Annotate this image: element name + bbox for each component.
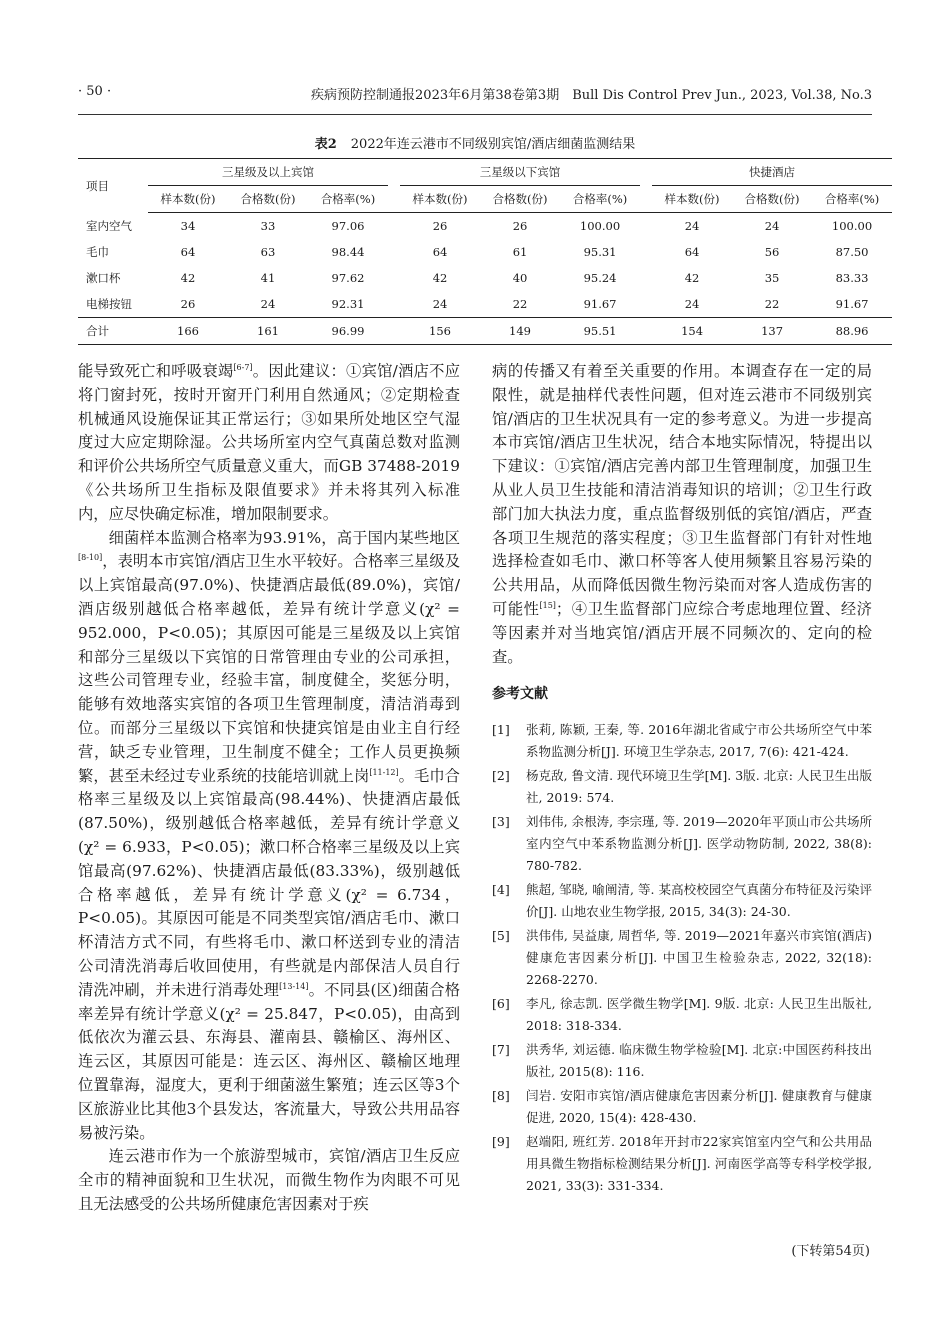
references-list	[492, 719, 872, 1197]
table-subheader: 样本数(份)	[652, 186, 732, 213]
table-cell: 100.00	[831, 219, 873, 233]
table-cell: 166	[148, 318, 228, 345]
ref-text: 赵端阳, 班红芳. 2018年开封市22家宾馆室内空气和公共用品用具微生物指标检测结果分析[J]. 河南医学高等专科学校学报, 2021, 33(3): 331-334.	[526, 1134, 872, 1194]
table-cell: 95.31	[583, 245, 617, 259]
row-label: 漱口杯	[86, 271, 121, 285]
table-cell: 33	[260, 219, 276, 233]
row-label: 电梯按钮	[86, 297, 132, 311]
table-subheader: 合格率(%)	[812, 186, 892, 213]
text: 病的传播又有着至关重要的作用。本调查存在一定的局限性，就是抽样代表性问题，但对连云港市不同级别宾馆/酒店的卫生状况具有一定的参考意义。为进一步提高本市宾馆/酒店卫生状况，结合本地实际情况，特提出以下建议：①宾馆/酒店完善内部卫生管理制度，加强卫生从业人员卫生技能和清洁消毒知识的培训；②卫生行政部门加大执法力度，重点监督级别低的宾馆/酒店，严查各项卫生规范的落实程度；③卫生监督部门有针对性地选择检查如毛巾、漱口杯等客人使用频繁且容易污染的公共用品，从而降低因微生物污染而对客人造成伤害的可能性	[492, 362, 872, 618]
ref-text: 熊超, 邹晓, 喻阐清, 等. 某高校校园空气真菌分布特征及污染评价[J]. 山地农业生物学报, 2015, 34(3): 24-30.	[526, 882, 872, 920]
table-subheader: 合格数(份)	[228, 186, 308, 213]
ref-text: 张莉, 陈颖, 王秦, 等. 2016年湖北省咸宁市公共场所空气中苯系物监测分析[J]. 环境卫生学杂志, 2017, 7(6): 421-424.	[526, 722, 872, 760]
ref-number: [3]	[492, 814, 510, 830]
journal-info: 疾病预防控制通报2023年6月第38卷第3期 Bull Dis Control Prev Jun., 2023, Vol.38, No.3	[311, 88, 872, 103]
ref-number: [1]	[492, 722, 510, 738]
table-cell: 161	[228, 318, 308, 345]
reference-item	[492, 993, 872, 1037]
table-cell: 64	[432, 245, 448, 259]
table-cell: 41	[260, 271, 276, 285]
citation[interactable]: [15]	[539, 600, 556, 610]
table-cell: 97.62	[331, 271, 365, 285]
table-cell: 26	[180, 297, 196, 311]
table-label: 表2	[314, 137, 337, 152]
body-paragraph: 连云港市作为一个旅游型城市，宾馆/酒店卫生反应全市的精神面貌和卫生状况，而微生物作为肉眼不可见且无法感受的公共场所健康危害因素对于疾	[78, 1147, 460, 1213]
body-paragraph	[492, 360, 872, 669]
table-cell: 96.99	[308, 318, 388, 345]
text: ，表明本市宾馆/酒店卫生水平较好。合格率三星级及以上宾馆最高(97.0%)、快捷酒店最低(89.0%)，宾馆/酒店级别越低合格率越低，差异有统计学意义(χ² = 952.000，P<0.05)；其原因可能是三星级及以上宾馆和部分三星级以下宾馆的日常管理由专业的公司承担，这些公司管理专业，经验丰富，制度健全，奖惩分明，能够有效地落实宾馆的各项卫生管理制度，清洁消毒到位。而部分三星级以下宾馆和快捷宾馆是由业主自行经营，缺乏专业管理，卫生制度不健全；工作人员更换频繁，甚至未经过专业系统的技能培训就上岗	[78, 552, 460, 785]
row-label: 室内空气	[86, 218, 132, 233]
table-cell: 149	[480, 318, 560, 345]
text: 。不同县(区)细菌合格率差异有统计学意义(χ² = 25.847，P<0.05)，由高到低依次为灌云县、东海县、灌南县、赣榆区、海州区、连云区，其原因可能是：连云区、海州区、赣榆区地理位置靠海，湿度大，更利于细菌滋生繁殖；连云区等3个区旅游业比其他3个县发达，客流量大，导致公共用品容易被污染。	[78, 980, 460, 1142]
table-row	[78, 213, 892, 240]
citation[interactable]: [11-12]	[369, 767, 399, 777]
table-cell: 91.67	[835, 297, 869, 311]
continued-note[interactable]: (下转第54页)	[791, 1244, 870, 1259]
table-cell: 61	[512, 245, 528, 259]
reference-item	[492, 765, 872, 809]
table-cell: 24	[684, 297, 700, 311]
reference-item	[492, 1039, 872, 1083]
table-subheader: 合格数(份)	[480, 186, 560, 213]
reference-item	[492, 879, 872, 923]
table-cell: 64	[684, 245, 700, 259]
table-cell: 22	[764, 297, 780, 311]
table-cell: 83.33	[835, 271, 869, 285]
reference-item	[492, 1085, 872, 1129]
table-cell: 64	[180, 245, 196, 259]
table-cell: 156	[400, 318, 480, 345]
text: 。毛巾合格率三星级及以上宾馆最高(98.44%)、快捷酒店最低(87.50%)，级别越低合格率越低，差异有统计学意义(χ² = 6.933，P<0.05)；漱口杯合格率三星级及以上宾馆最高(97.62%)、快捷酒店最低(83.33%)，级别越低合格率越低，差异有统计学意义(χ² = 6.734，P<0.05)。其原因可能是不同类型宾馆/酒店毛巾、漱口杯清洁方式不同，有些将毛巾、漱口杯送到专业的清洁公司清洗消毒后收回使用，有些就是内部保洁人员自行清洗冲刷，并未进行消毒处理	[78, 766, 460, 999]
table-subheader: 合格数(份)	[732, 186, 812, 213]
text: 细菌样本监测合格率为93.91%，高于国内某些地区	[108, 528, 460, 547]
table-cell: 92.31	[331, 297, 365, 311]
page-number: · 50 ·	[78, 84, 112, 99]
ref-text: 洪伟伟, 吴益康, 周哲华, 等. 2019—2021年嘉兴市宾馆(酒店)健康危害因素分析[J]. 中国卫生检验杂志, 2022, 32(18): 2268-2270.	[526, 928, 872, 988]
ref-number: [5]	[492, 928, 510, 944]
table-cell: 24	[432, 297, 448, 311]
table-row	[78, 239, 892, 265]
table-cell: 35	[764, 271, 780, 285]
data-table	[78, 158, 892, 345]
table-row	[78, 291, 892, 318]
table-total-row	[78, 318, 892, 345]
table-cell: 42	[180, 271, 196, 285]
table-subheader: 合格率(%)	[308, 186, 388, 213]
table-group-header: 三星级以下宾馆	[400, 159, 640, 186]
ref-number: [4]	[492, 882, 510, 898]
reference-item	[492, 811, 872, 877]
ref-text: 杨克敌, 鲁文清. 现代环境卫生学[M]. 3版. 北京: 人民卫生出版社, 2019: 574.	[526, 768, 872, 806]
table-cell: 63	[260, 245, 276, 259]
table-row	[78, 265, 892, 291]
ref-number: [9]	[492, 1134, 510, 1150]
reference-item	[492, 719, 872, 763]
table-cell: 24	[684, 219, 700, 233]
table-group-header: 三星级及以上宾馆	[148, 159, 388, 186]
table-subheader: 合格率(%)	[560, 186, 640, 213]
table-cell: 42	[684, 271, 700, 285]
reference-item	[492, 1131, 872, 1197]
table-cell: 56	[764, 245, 780, 259]
table-cell: 87.50	[835, 245, 869, 259]
table-cell: 24	[764, 219, 780, 233]
table-cell: 40	[512, 271, 528, 285]
text: 。因此建议：①宾馆/酒店不应将门窗封死，按时开窗开门利用自然通风；②定期检查机械通风设施保证其正常运行；③如果所处地区空气湿度过大应定期除湿。公共场所室内空气真菌总数对监测和评价公共场所空气质量意义重大，而GB 37488-2019《公共场所卫生指标及限值要求》并未将其列入标准内，应尽快确定标准，增加限制要求。	[78, 362, 460, 523]
table-subheader: 样本数(份)	[400, 186, 480, 213]
header-rule	[78, 114, 872, 115]
row-label: 毛巾	[86, 245, 109, 259]
citation[interactable]: [13-14]	[279, 981, 309, 991]
citation[interactable]: [6-7]	[233, 363, 253, 372]
table-cell: 34	[180, 219, 196, 233]
ref-number: [8]	[492, 1088, 510, 1104]
table-cell: 97.06	[331, 219, 365, 233]
table-cell: 42	[432, 271, 448, 285]
ref-number: [6]	[492, 996, 510, 1012]
ref-number: [7]	[492, 1042, 510, 1058]
table-cell: 98.44	[331, 245, 365, 259]
table-cell: 26	[432, 219, 448, 233]
text: ；④卫生监督部门应综合考虑地理位置、经济等因素并对当地宾馆/酒店开展不同频次的、定向的检查。	[492, 599, 872, 666]
table-cell: 95.24	[583, 271, 617, 285]
body-paragraph	[78, 360, 460, 527]
table-cell: 26	[512, 219, 528, 233]
running-header	[78, 84, 872, 106]
table-group-header: 快捷酒店	[652, 159, 892, 186]
table-title: 2022年连云港市不同级别宾馆/酒店细菌监测结果	[350, 137, 636, 152]
right-column	[492, 360, 872, 1199]
table-cell: 100.00	[579, 219, 621, 233]
table-cell: 95.51	[560, 318, 640, 345]
table-cell: 24	[260, 297, 276, 311]
ref-text: 李凡, 徐志凯. 医学微生物学[M]. 9版. 北京: 人民卫生出版社, 2018: 318-334.	[526, 996, 872, 1034]
table-subheader: 样本数(份)	[148, 186, 228, 213]
ref-text: 洪秀华, 刘运德. 临床微生物学检验[M]. 北京:中国医药科技出版社, 2015(8): 116.	[526, 1042, 872, 1080]
table-caption	[0, 133, 950, 152]
body-paragraph	[78, 527, 460, 1146]
row-label: 合计	[78, 318, 148, 345]
table-cell: 91.67	[583, 297, 617, 311]
reference-item	[492, 925, 872, 991]
left-column	[78, 360, 460, 1217]
ref-number: [2]	[492, 768, 510, 784]
table-cell: 22	[512, 297, 528, 311]
table-cell: 137	[732, 318, 812, 345]
table-cell: 88.96	[812, 318, 892, 345]
references-heading: 参考文献	[492, 686, 548, 703]
citation[interactable]: [8-10]	[78, 553, 103, 563]
table-header-item: 项目	[78, 159, 148, 213]
table-cell: 154	[652, 318, 732, 345]
text: 能导致死亡和呼吸衰竭	[78, 362, 234, 380]
ref-text: 刘伟伟, 余根涛, 李宗瑾, 等. 2019—2020年平顶山市公共场所室内空气中苯系物监测分析[J]. 医学动物防制, 2022, 38(8): 780-782.	[526, 814, 872, 874]
ref-text: 闫岩. 安阳市宾馆/酒店健康危害因素分析[J]. 健康教育与健康促进, 2020, 15(4): 428-430.	[526, 1088, 872, 1126]
